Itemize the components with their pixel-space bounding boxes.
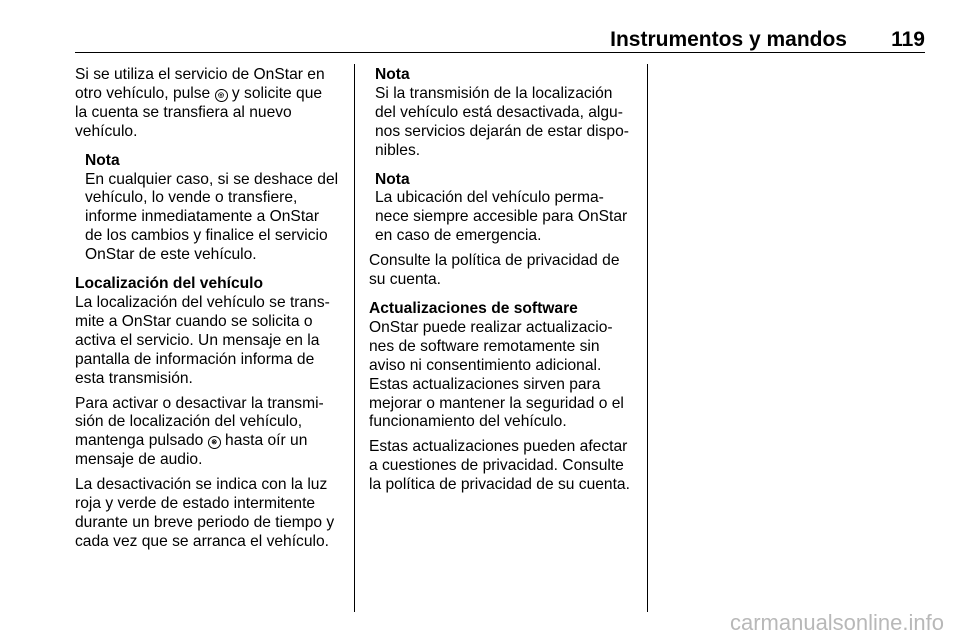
section-heading-software: Actualizaciones de software xyxy=(369,299,578,317)
onstar-button-icon: ◎ xyxy=(215,89,228,102)
column-divider-1 xyxy=(354,64,355,612)
paragraph-updates-privacy: Estas actualizaciones pueden afectar a cuestiones de privacidad. Consulte la política de privacidad de su cuenta. xyxy=(369,438,630,494)
note-location-access: Nota La ubicación del vehículo perma- nece siempre accesible para OnStar en caso de emergencia. xyxy=(375,171,641,247)
page-title: Instrumentos y mandos xyxy=(610,28,847,51)
header-rule xyxy=(75,52,925,53)
page-number: 119 xyxy=(891,28,925,51)
note-transmission-off: Nota Si la transmisión de la localización del vehículo está desactivada, algu- nos servicios dejarán de estar dispo- nibles. xyxy=(375,66,641,161)
paragraph-toggle: Para activar o desactivar la transmi- sión de localización del vehículo, mantenga pulsado ⊗ hasta oír un mensaje de audio. xyxy=(75,394,324,469)
watermark: carmanualsonline.info xyxy=(729,610,944,635)
column-2 xyxy=(369,66,641,501)
note-label: Nota xyxy=(85,151,120,169)
paragraph-deactivation: La desactivación se indica con la luz roja y verde de estado intermitente durante un breve periodo de tiempo y cada vez que se arranca el vehículo. xyxy=(75,476,335,550)
note-label: Nota xyxy=(375,66,410,83)
paragraph-transfer: Si se utiliza el servicio de OnStar en otro vehículo, pulse ◎ y solicite que la cuenta se transfiera al nuevo vehículo. xyxy=(75,66,325,140)
note-label: Nota xyxy=(375,170,410,188)
paragraph-privacy: Consulte la política de privacidad de su cuenta. xyxy=(369,252,620,289)
section-heading-location: Localización del vehículo xyxy=(75,275,264,293)
page-header xyxy=(75,28,925,54)
column-1 xyxy=(75,66,347,558)
paragraph-software: OnStar puede realizar actualizacio- nes de software remotamente sin aviso ni consentimiento adicional. Estas actualizaciones sirven para mejorar o mantener la seguridad o el funcionamiento del vehículo. xyxy=(369,318,624,431)
note-disposal: Nota En cualquier caso, si se deshace del vehículo, lo vende o transfiere, informe inmediatamente a OnStar de los cambios y finalice el servicio OnStar de este vehículo. xyxy=(85,152,347,265)
privacy-button-icon: ⊗ xyxy=(208,436,221,449)
paragraph-location: La localización del vehículo se trans- mite a OnStar cuando se solicita o activa el servicio. Un mensaje en la pantalla de información informa de esta transmisión. xyxy=(75,293,330,387)
column-divider-2 xyxy=(647,64,648,612)
